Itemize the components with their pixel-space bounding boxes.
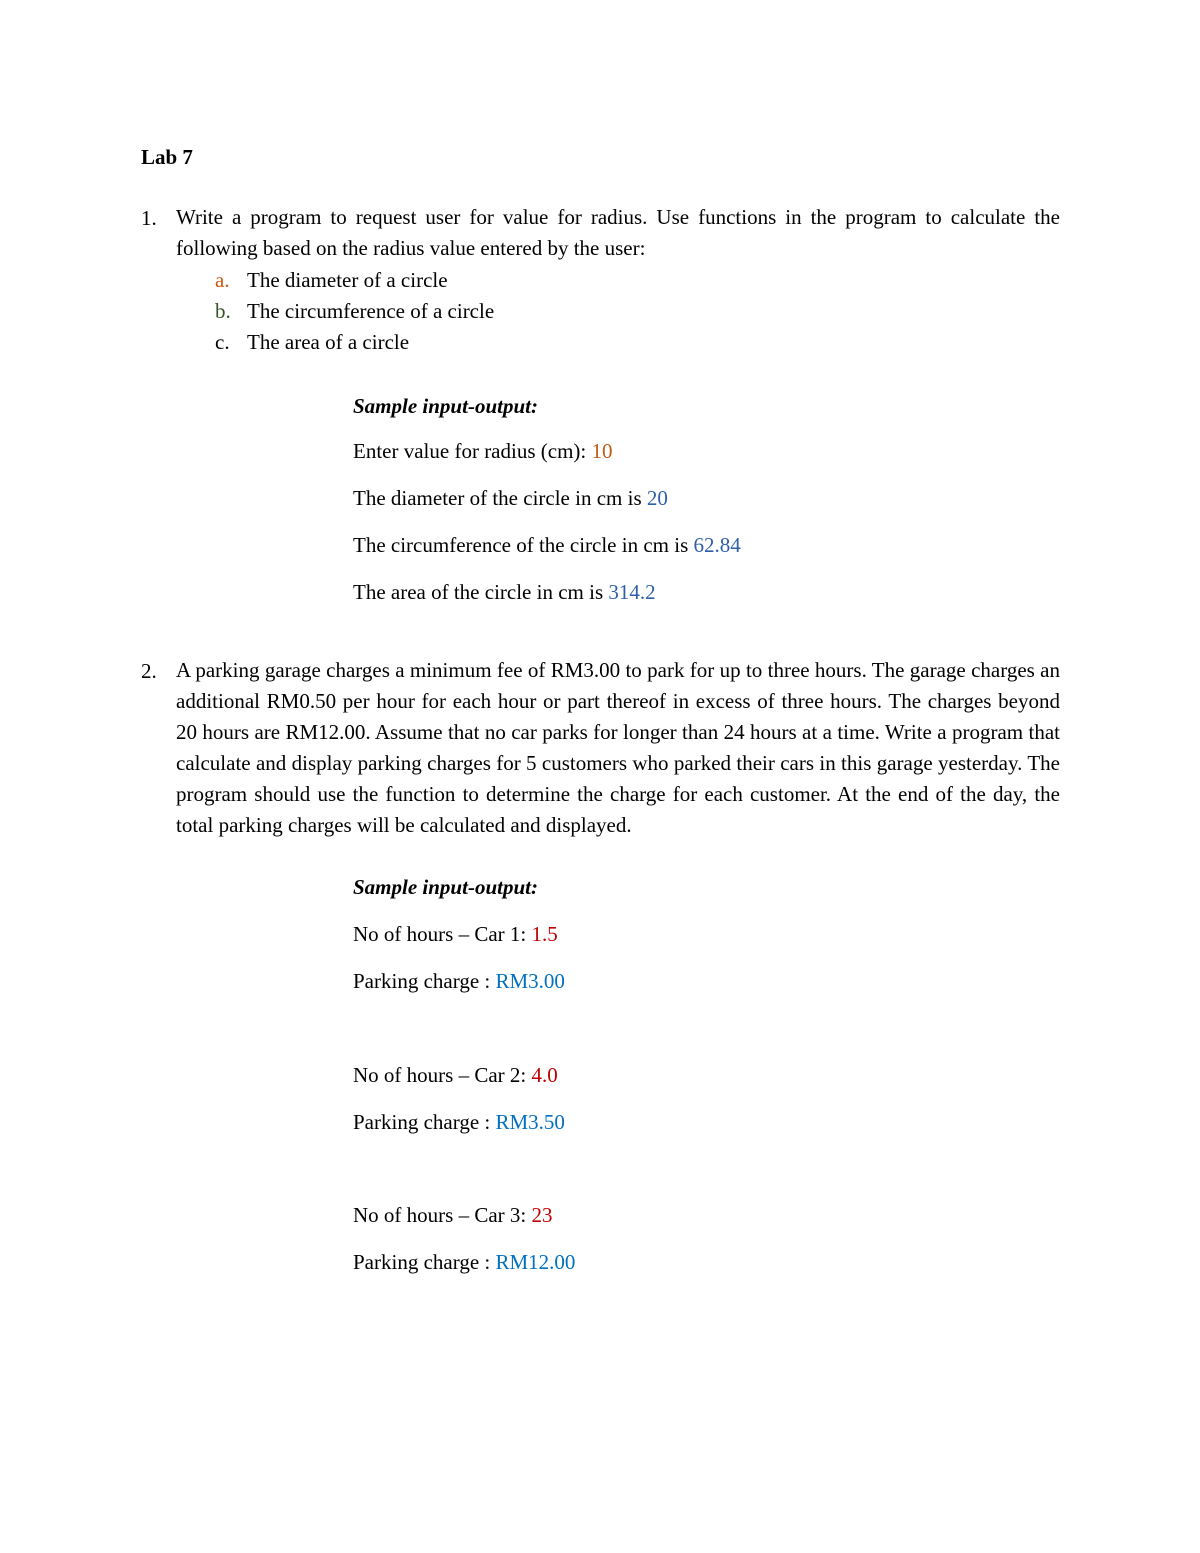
q1-item-c-letter: c.: [215, 330, 230, 354]
io-output-value: 20: [646, 486, 668, 510]
q1-io-line-radius: [353, 441, 613, 462]
q1-item-c-text: The area of a circle: [247, 330, 410, 354]
q2-car-2-charge: [353, 1112, 565, 1133]
q1-sample-heading: Sample input-output:: [353, 394, 538, 418]
io-input-value: 23: [531, 1203, 553, 1227]
io-output-value: 62.84: [693, 533, 741, 557]
io-label: Enter value for radius (cm):: [353, 439, 592, 463]
io-label: No of hours – Car 1:: [353, 922, 532, 946]
q2-car-2-hours: [353, 1065, 558, 1086]
q1-item-b-text: The circumference of a circle: [247, 299, 495, 323]
q1-item-a-letter: a.: [215, 268, 230, 292]
q1-io-line-circumference: [353, 535, 741, 556]
page-title: Lab 7: [141, 145, 193, 169]
io-label: The area of the circle in cm is: [353, 580, 609, 604]
q2-sample-heading: Sample input-output:: [353, 875, 538, 899]
io-input-value: 10: [591, 439, 613, 463]
io-label: No of hours – Car 3:: [353, 1203, 532, 1227]
io-input-value: 1.5: [531, 922, 558, 946]
q2-car-3-hours: [353, 1205, 552, 1226]
io-label: Parking charge :: [353, 1110, 496, 1134]
question-1-number: 1.: [141, 206, 157, 230]
io-label: The diameter of the circle in cm is: [353, 486, 647, 510]
io-output-value: RM12.00: [495, 1250, 576, 1274]
question-2-number: 2.: [141, 659, 157, 683]
q2-car-3-charge: [353, 1252, 575, 1273]
q1-io-line-diameter: [353, 488, 668, 509]
io-label: No of hours – Car 2:: [353, 1063, 532, 1087]
io-label: Parking charge :: [353, 1250, 496, 1274]
io-label: The circumference of the circle in cm is: [353, 533, 694, 557]
io-output-value: RM3.00: [495, 969, 565, 993]
question-1-text: Write a program to request user for value for radius. Use functions in the program to calculate the following based on the radius value entered by the user:: [176, 205, 1060, 260]
q1-item-a-text: The diameter of a circle: [247, 268, 448, 292]
q2-car-1-hours: [353, 924, 558, 945]
q2-car-1-charge: [353, 971, 565, 992]
io-input-value: 4.0: [531, 1063, 558, 1087]
question-2-text: A parking garage charges a minimum fee of RM3.00 to park for up to three hours. The garage charges an additional RM0.50 per hour for each hour or part thereof in excess of three hours. The charges beyond 20 hours are RM12.00. Assume that no car parks for longer than 24 hours at a time. Write a program that calculate and display parking charges for 5 customers who parked their cars in this garage yesterday. The program should use the function to determine the charge for each customer. At the end of the day, the total parking charges will be calculated and displayed.: [176, 658, 1060, 837]
io-label: Parking charge :: [353, 969, 496, 993]
io-output-value: RM3.50: [495, 1110, 565, 1134]
q1-item-b-letter: b.: [215, 299, 231, 323]
io-output-value: 314.2: [608, 580, 656, 604]
q1-io-line-area: [353, 582, 656, 603]
